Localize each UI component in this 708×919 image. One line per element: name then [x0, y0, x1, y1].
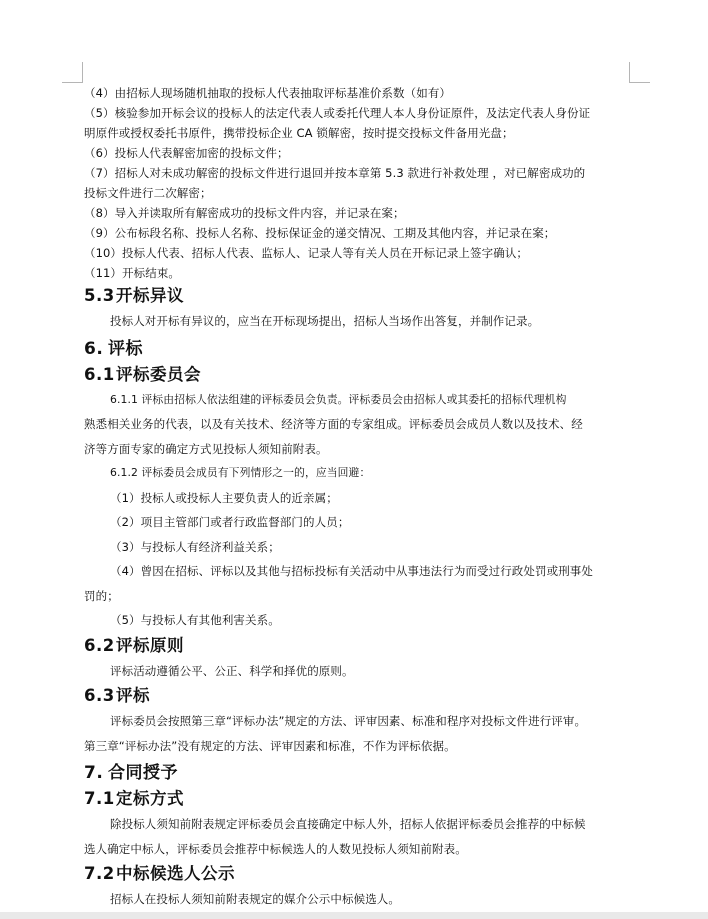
- list-item-continuation: 明原件或授权委托书原件，携带投标企业 CA 锁解密，按时提交投标文件备用光盘；: [84, 126, 514, 140]
- list-item: （4）曾因在招标、评标以及其他与招标投标有关活动中从事违法行为而受过行政处罚或刑事处: [110, 564, 594, 578]
- section-heading-5-3: [84, 283, 632, 309]
- paragraph: 投标人对开标有异议的，应当在开标现场提出，招标人当场作出答复，并制作记录。: [110, 314, 540, 328]
- document-body: [84, 83, 632, 912]
- section-heading-6-3: [84, 683, 632, 709]
- list-item: （6）投标人代表解密加密的投标文件；: [84, 146, 289, 160]
- section-title: 中标候选人公示: [116, 864, 235, 883]
- list-item: （11）开标结束。: [84, 266, 181, 280]
- opening-procedure-list: [84, 83, 632, 283]
- section-heading-6-1: [84, 362, 632, 388]
- paragraph-line: 除投标人须知前附表规定评标委员会直接确定中标人外，招标人依据评标委员会推荐的中标候: [110, 817, 586, 831]
- list-item: （7）招标人对未成功解密的投标文件进行退回并按本章第 5.3 款进行补救处理 ，对已解密成功的: [84, 166, 586, 180]
- section-title: 合同授予: [108, 763, 178, 783]
- section-title: 评标: [108, 338, 143, 359]
- list-item: （1）投标人或投标人主要负责人的近亲属；: [110, 490, 338, 505]
- list-item-continuation: 投标文件进行二次解密；: [84, 186, 212, 200]
- paragraph-line: 选人确定中标人，评标委员会推荐中标候选人的人数见投标人须知前附表。: [84, 841, 467, 856]
- paragraph: 评标活动遵循公平、公正、科学和择优的原则。: [110, 663, 354, 678]
- list-item: （3）与投标人有经济利益关系；: [110, 539, 280, 554]
- section-number: 7.2: [84, 864, 115, 883]
- list-item: （2）项目主管部门或者行政监督部门的人员；: [110, 515, 350, 529]
- list-item: （4）由招标人现场随机抽取的投标人代表抽取评标基准价系数（如有）: [84, 86, 452, 100]
- section-title: 定标方式: [116, 789, 184, 808]
- paragraph-line: 评标委员会按照第三章“评标办法”规定的方法、评审因素、标准和程序对投标文件进行评审。: [110, 714, 587, 728]
- paragraph-line: 熟悉相关业务的代表，以及有关技术、经济等方面的专家组成。评标委员会成员人数以及技术、经: [84, 417, 583, 431]
- list-item-continuation: 罚的；: [84, 588, 119, 603]
- recusal-list: [84, 486, 632, 633]
- section-number: 5.3: [84, 286, 115, 305]
- paragraph-line: 济等方面专家的确定方式见投标人须知前附表。: [84, 441, 328, 456]
- section-number: 6.1: [84, 364, 115, 384]
- paragraph-line: 6.1.2 评标委员会成员有下列情形之一的，应当回避：: [110, 466, 371, 479]
- section-title: 开标异议: [116, 286, 184, 305]
- page-bottom-edge: [0, 912, 708, 919]
- section-title: 评标原则: [116, 635, 184, 655]
- section-title: 评标: [116, 686, 150, 705]
- section-number: 7.: [84, 763, 104, 783]
- list-item: （5）与投标人有其他利害关系。: [110, 613, 280, 627]
- section-title: 评标委员会: [116, 364, 201, 384]
- section-heading-6-2: [84, 633, 632, 659]
- section-number: 6.: [84, 338, 104, 359]
- list-item: （8）导入并读取所有解密成功的投标文件内容，并记录在案；: [84, 206, 405, 220]
- section-number: 7.1: [84, 789, 115, 808]
- paragraph-line: 6.1.1 评标由招标人依法组建的评标委员会负责。评标委员会由招标人或其委托的招标代理机构: [110, 392, 567, 406]
- chapter-heading-7: [84, 760, 632, 786]
- list-item: （5）核验参加开标会议的投标人的法定代表人或委托代理人本人身份证原件，及法定代表人身份证: [84, 106, 591, 120]
- list-item: （9）公布标段名称、投标人名称、投标保证金的递交情况、工期及其他内容，并记录在案；: [84, 226, 556, 240]
- section-number: 6.2: [84, 635, 115, 655]
- page-corner-mark-top-left: [62, 62, 83, 83]
- paragraph-line: 第三章“评标办法”没有规定的方法、评审因素和标准，不作为评标依据。: [84, 738, 456, 753]
- chapter-heading-6: [84, 336, 632, 362]
- section-number: 6.3: [84, 686, 115, 705]
- section-heading-7-1: [84, 786, 632, 812]
- page-corner-mark-top-right: [629, 62, 650, 83]
- list-item: （10）投标人代表、招标人代表、监标人、记录人等有关人员在开标记录上签字确认；: [84, 246, 529, 260]
- section-heading-7-2: [84, 861, 632, 887]
- paragraph: 招标人在投标人须知前附表规定的媒介公示中标候选人。: [110, 892, 400, 906]
